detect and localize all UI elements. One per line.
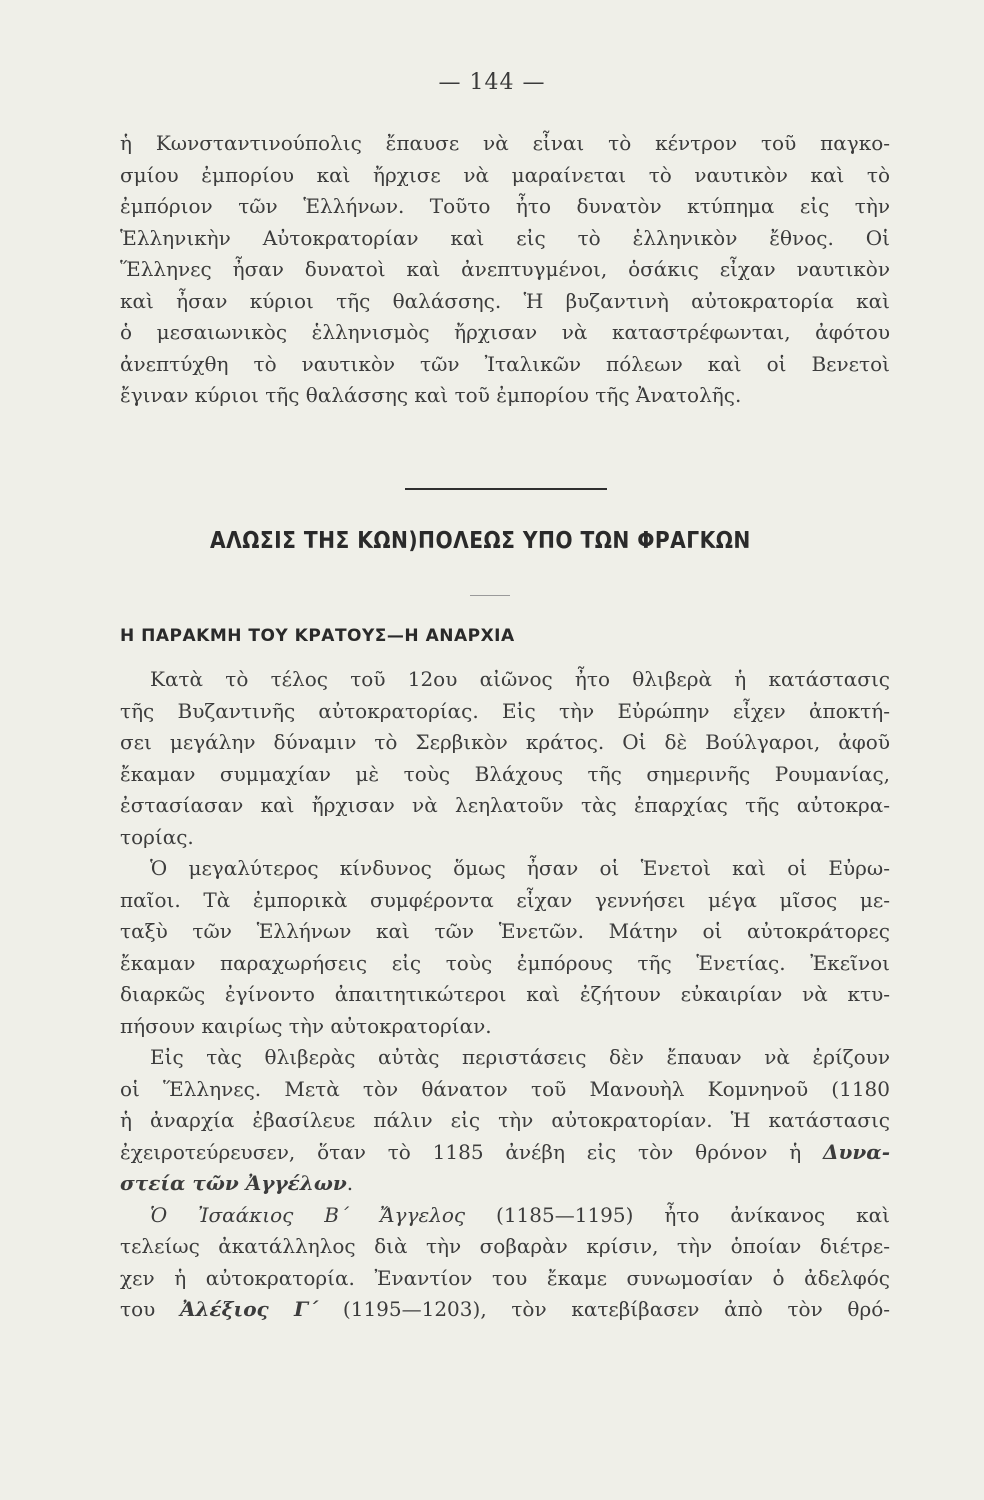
text-segment: . — [346, 1171, 354, 1195]
text-line: ἐστασίασαν καὶ ἤρχισαν νὰ λεηλατοῦν τὰς ἐπαρχίας τῆς αὐτοκρα- — [120, 793, 890, 817]
text-line: Ὁ μεγαλύτερος κίνδυνος ὅμως ἦσαν οἱ Ἑνετοὶ καὶ οἱ Εὐρω- — [150, 856, 890, 880]
text-line: ἔγιναν κύριοι τῆς θαλάσσης καὶ τοῦ ἐμπορίου τῆς Ἀνατολῆς. — [120, 383, 742, 407]
dynasty-name: στεία τῶν Ἀγγέλων — [120, 1171, 347, 1195]
title-divider — [470, 595, 510, 596]
text-line: Εἰς τὰς θλιβερὰς αὐτὰς περιστάσεις δὲν ἔπαυαν νὰ ἐρίζουν — [150, 1045, 890, 1069]
text-line — [120, 1294, 890, 1326]
text-line: Ἑλληνικὴν Αὐτοκρατορίαν καὶ εἰς τὸ ἑλληνικὸν ἔθνος. Οἱ — [120, 225, 890, 250]
text-line — [120, 1137, 890, 1169]
section-title: ΑΛΩΣΙΣ ΤΗΣ ΚΩΝ)ΠΟΛΕΩΣ ΥΠΟ ΤΩΝ ΦΡΑΓΚΩΝ — [210, 528, 751, 554]
text-line: παῖοι. Τὰ ἐμπορικὰ συμφέροντα εἶχαν γεννήσει μέγα μῖσος με- — [120, 887, 890, 912]
ruler-name: Ἀλέξιος Γ΄ — [179, 1297, 319, 1321]
text-line: διαρκῶς ἐγίνοντο ἀπαιτητικώτεροι καὶ ἐζήτουν εὐκαιρίαν νὰ κτυ- — [120, 982, 890, 1006]
page-number: — 144 — — [438, 70, 546, 95]
text-line: σμίου ἐμπορίου καὶ ἤρχισε νὰ μαραίνεται τὸ ναυτικὸν καὶ τὸ — [120, 162, 890, 187]
text-segment: (1185—1195) ἦτο ἀνίκανος καὶ — [465, 1202, 890, 1227]
text-line: ἀνεπτύχθη τὸ ναυτικὸν τῶν Ἰταλικῶν πόλεων καὶ οἱ Βενετοὶ — [120, 351, 890, 376]
body-paragraphs — [120, 664, 890, 1326]
text-segment: ἐχειροτεύρευσεν, ὅταν τὸ 1185 ἀνέβη εἰς τὸν θρόνον ἡ — [120, 1139, 802, 1164]
text-line: ταξὺ τῶν Ἑλλήνων καὶ τῶν Ἑνετῶν. Μάτην οἱ αὐτοκράτορες — [120, 919, 890, 943]
text-line: τελείως ἀκατάλληλος διὰ τὴν σοβαρὰν κρίσιν, τὴν ὁποίαν διέτρε- — [120, 1234, 890, 1258]
text-line: ὁ μεσαιωνικὸς ἑλληνισμὸς ἤρχισαν νὰ καταστρέφωνται, ἀφότου — [120, 320, 890, 344]
text-line: ἐμπόριον τῶν Ἑλλήνων. Τοῦτο ἦτο δυνατὸν κτύπημα εἰς τὴν — [120, 194, 890, 218]
text-line: τῆς Βυζαντινῆς αὐτοκρατορίας. Εἰς τὴν Εὐρώπην εἶχεν ἀποκτή- — [120, 698, 890, 723]
text-line — [120, 1200, 890, 1232]
text-line: ἔκαμαν συμμαχίαν μὲ τοὺς Βλάχους τῆς σημερινῆς Ρουμανίας, — [120, 761, 890, 786]
text-line: χεν ἡ αὐτοκρατορία. Ἐναντίον του ἔκαμε συνωμοσίαν ὁ ἀδελφός — [120, 1265, 890, 1290]
dynasty-name: Δυνα- — [823, 1139, 890, 1164]
text-line — [120, 1168, 890, 1200]
text-line: ἡ Κωνσταντινούπολις ἔπαυσε νὰ εἶναι τὸ κέντρον τοῦ παγκο- — [120, 131, 890, 155]
intro-paragraph — [120, 128, 890, 412]
text-line: τορίας. — [120, 824, 194, 849]
text-line: Ἕλληνες ἦσαν δυνατοὶ καὶ ἀνεπτυγμένοι, ὁσάκις εἶχαν ναυτικὸν — [120, 257, 890, 281]
text-line: πήσουν καιρίως τὴν αὐτοκρατορίαν. — [120, 1013, 492, 1038]
text-segment: (1195—1203), τὸν κατεβίβασεν ἀπὸ τὸν θρό- — [318, 1297, 890, 1321]
text-line: ἔκαμαν παραχωρήσεις εἰς τοὺς ἐμπόρους τῆς Ἑνετίας. Ἐκεῖνοι — [120, 950, 890, 975]
text-segment: του — [120, 1297, 180, 1321]
ruler-name: Ὁ Ἰσαάκιος Β΄ Ἄγγελος — [150, 1202, 466, 1227]
text-line: ἡ ἀναρχία ἐβασίλευε πάλιν εἰς τὴν αὐτοκρατορίαν. Ἡ κατάστασις — [120, 1108, 890, 1132]
text-line: σει μεγάλην δύναμιν τὸ Σερβικὸν κράτος. Οἱ δὲ Βούλγαροι, ἀφοῦ — [120, 730, 890, 754]
subsection-title: Η ΠΑΡΑΚΜΗ ΤΟΥ ΚΡΑΤΟΥΣ—Η ΑΝΑΡΧΙΑ — [120, 626, 515, 646]
text-line: οἱ Ἕλληνες. Μετὰ τὸν θάνατον τοῦ Μανουὴλ Κομνηνοῦ (1180 — [120, 1076, 890, 1101]
text-line: καὶ ἦσαν κύριοι τῆς θαλάσσης. Ἡ βυζαντινὴ αὐτοκρατορία καὶ — [120, 288, 890, 313]
section-divider — [405, 488, 607, 490]
text-line: Κατὰ τὸ τέλος τοῦ 12ου αἰῶνος ἦτο θλιβερὰ ἡ κατάστασις — [150, 667, 890, 691]
